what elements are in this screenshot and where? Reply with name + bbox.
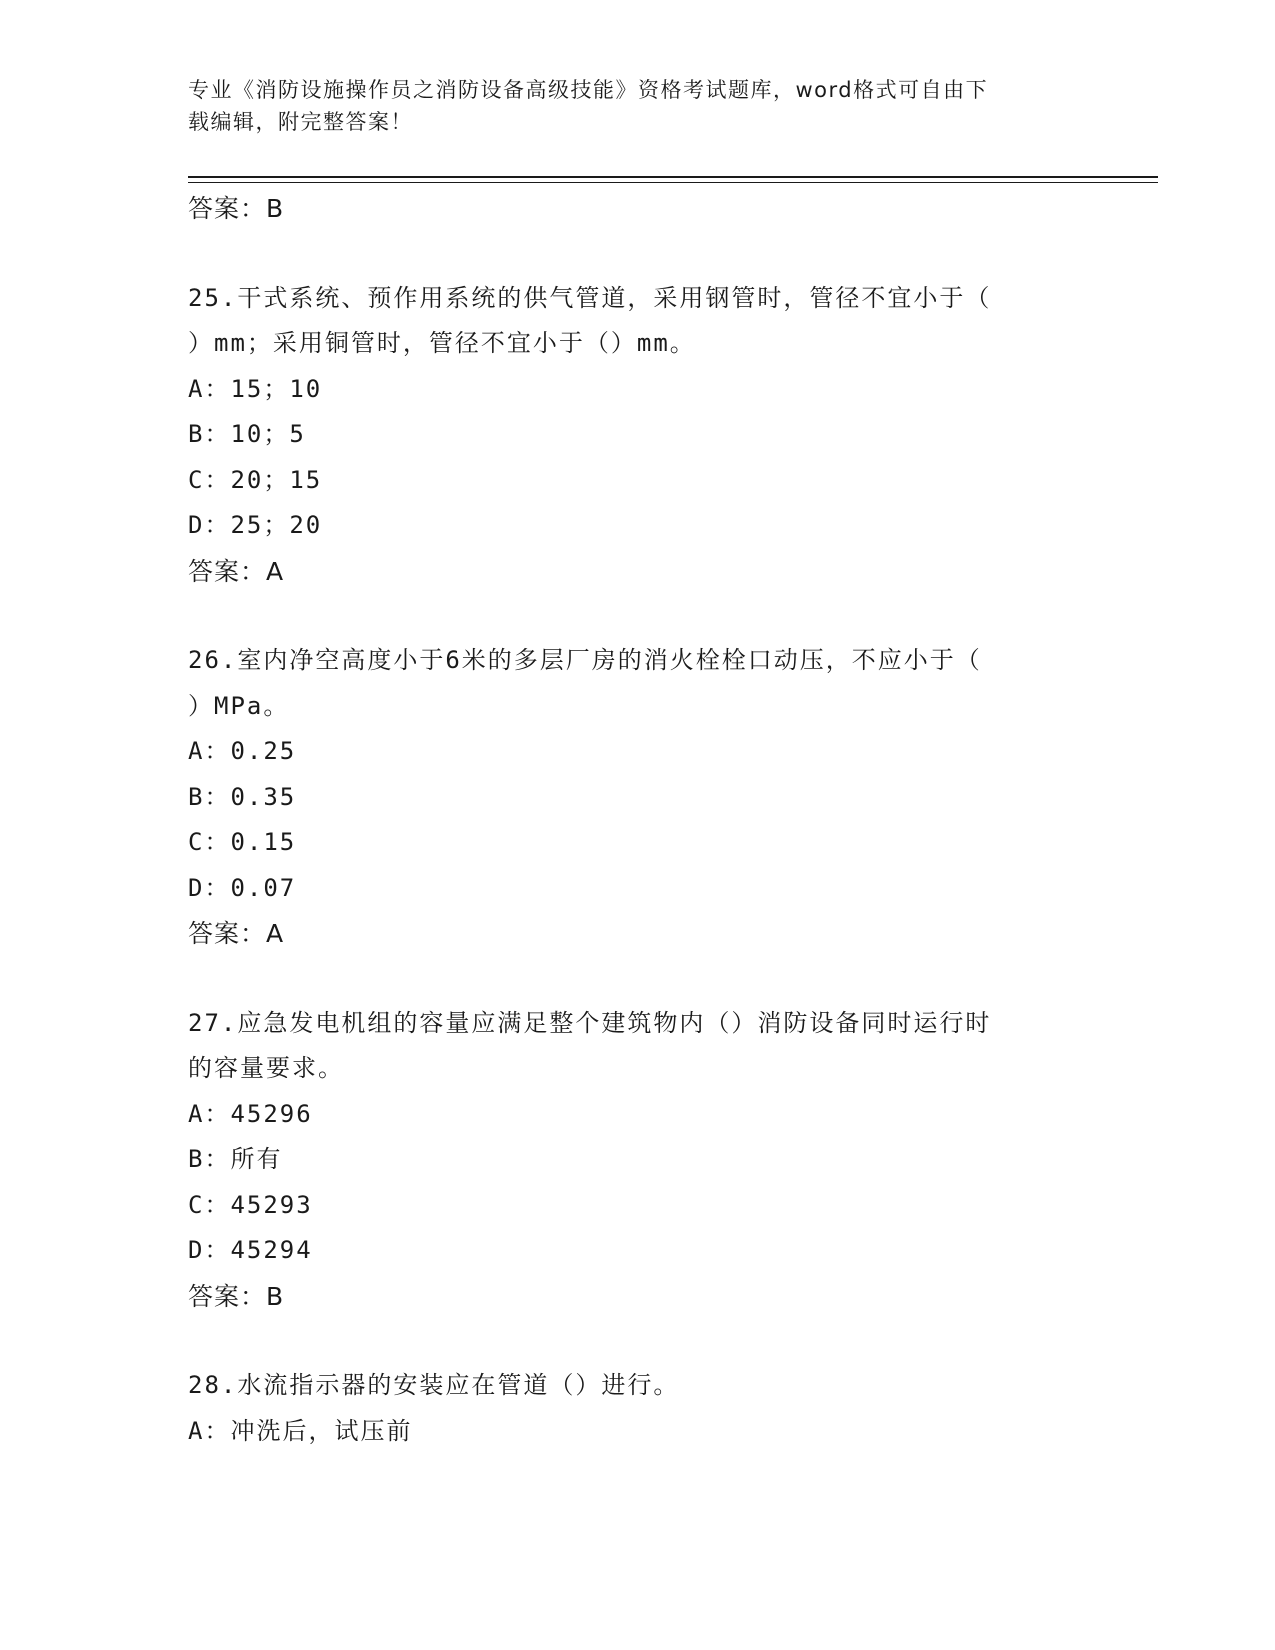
option-a: A：45296 [188, 1099, 313, 1128]
question-list [188, 186, 1088, 1454]
option-a: A：0.25 [188, 737, 297, 765]
question-stem: 28.水流指示器的安装应在管道（）进行。 [188, 1371, 680, 1399]
spacer [188, 594, 1088, 638]
question-stem-cont: ）MPa。 [188, 691, 290, 720]
option-b: B：所有 [188, 1145, 283, 1173]
answer-line: 答案：A [188, 556, 285, 586]
question-28 [188, 1363, 1088, 1454]
option-b: B：0.35 [188, 782, 297, 811]
option-b: B：10；5 [188, 420, 306, 448]
question-stem: 26.室内净空高度小于6米的多层厂房的消火栓栓口动压，不应小于（ [188, 646, 982, 674]
spacer [188, 232, 1088, 276]
question-stem-cont: 的容量要求。 [188, 1054, 344, 1082]
option-a: A：15；10 [188, 374, 323, 403]
answer-line: 答案：B [188, 194, 285, 223]
option-d: D：45294 [188, 1236, 313, 1264]
question-26 [188, 638, 1088, 957]
header-line-1: 专业《消防设施操作员之消防设备高级技能》资格考试题库，word格式可自由下 [188, 78, 989, 102]
spacer [188, 957, 1088, 1001]
option-c: C：45293 [188, 1190, 313, 1219]
question-stem-cont: ）mm；采用铜管时，管径不宜小于（）mm。 [188, 329, 696, 357]
option-c: C：0.15 [188, 828, 297, 856]
question-stem: 27.应急发电机组的容量应满足整个建筑物内（）消防设备同时运行时 [188, 1008, 992, 1037]
header-divider-thin [188, 182, 1158, 183]
header-divider-thick [188, 176, 1158, 178]
question-stem: 25.干式系统、预作用系统的供气管道，采用钢管时，管径不宜小于（ [188, 283, 992, 312]
answer-line: 答案：A [188, 919, 285, 948]
question-25 [188, 276, 1088, 595]
header-line-2: 载编辑，附完整答案！ [188, 110, 413, 134]
page-header [188, 74, 1068, 138]
option-c: C：20；15 [188, 465, 323, 494]
answer-line: 答案：B [188, 1281, 285, 1311]
option-a: A：冲洗后，试压前 [188, 1416, 413, 1445]
option-d: D：0.07 [188, 873, 297, 902]
spacer [188, 1319, 1088, 1363]
option-d: D：25；20 [188, 511, 323, 539]
question-27 [188, 1001, 1088, 1320]
